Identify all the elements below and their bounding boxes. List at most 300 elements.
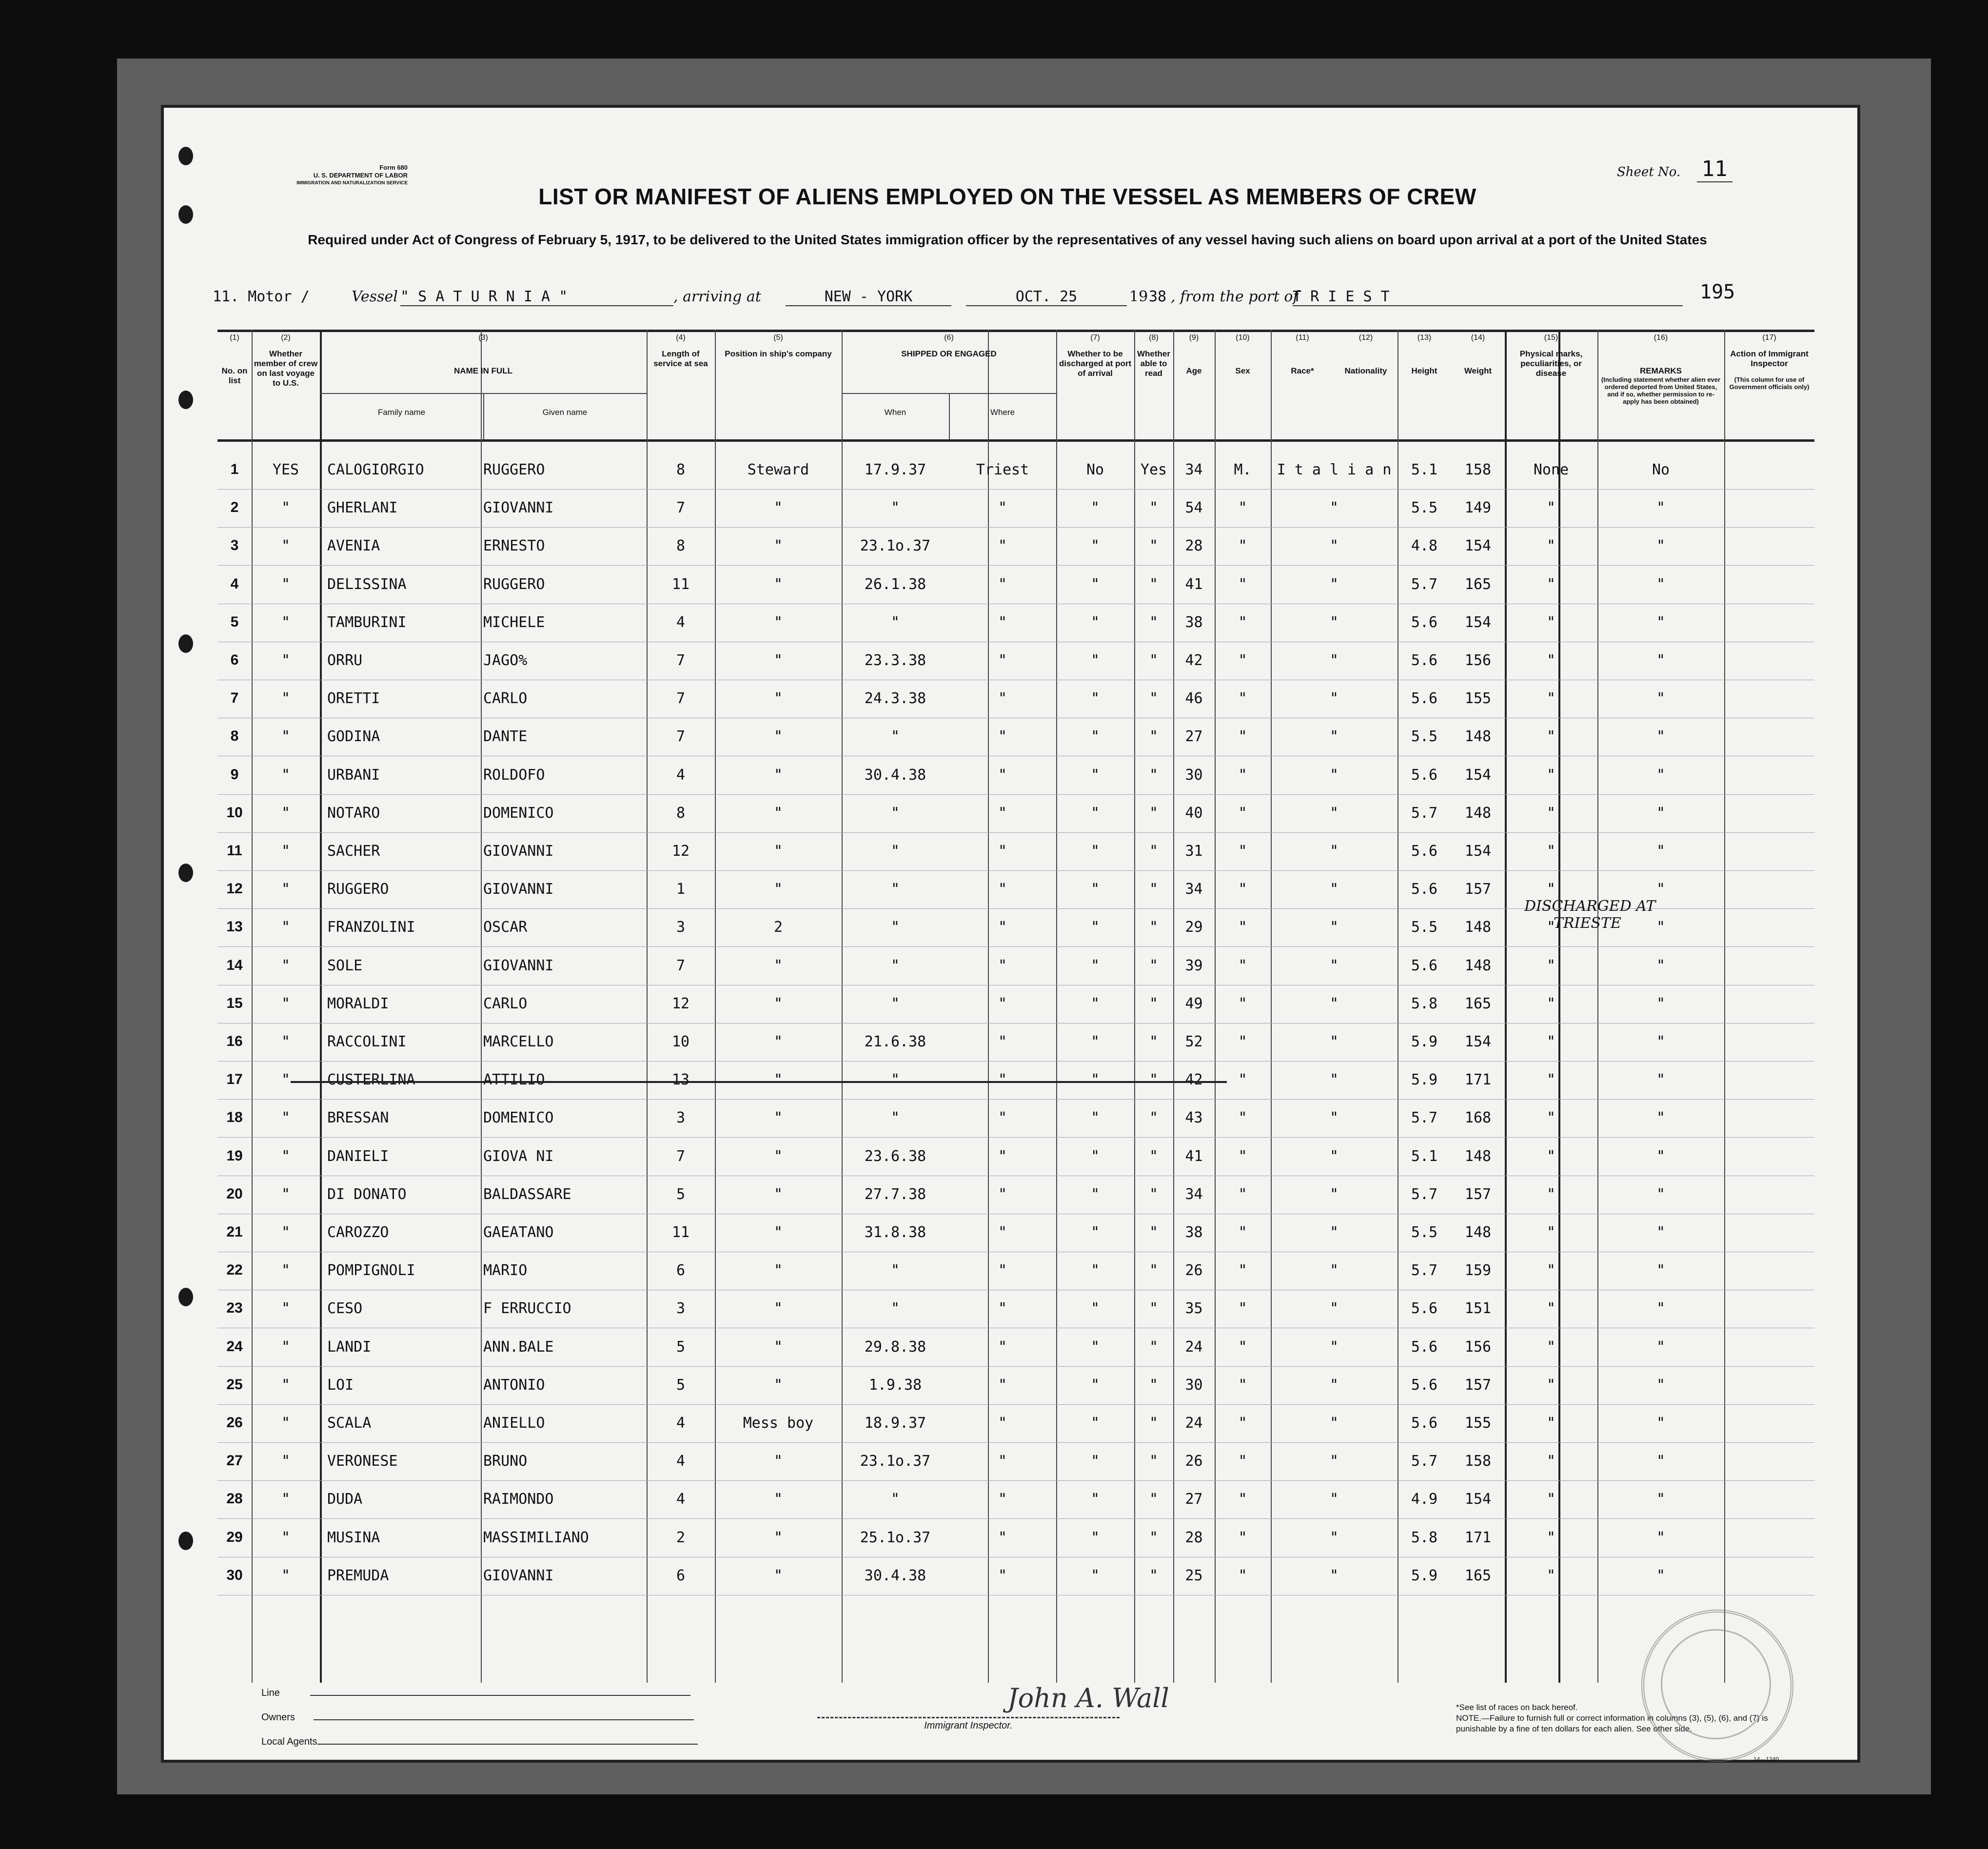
cell-pos: "	[773, 1491, 783, 1508]
cell-crew: "	[281, 1224, 291, 1241]
cell-dis: No	[1086, 461, 1104, 478]
cell-family: FRANZOLINI	[327, 919, 415, 936]
cell-crew: "	[281, 957, 291, 974]
arriving-label: , arriving at	[673, 288, 761, 305]
cell-dis: "	[1090, 843, 1100, 860]
official-stamp-inner	[1661, 1629, 1771, 1739]
cell-pos: "	[773, 1529, 783, 1546]
cell-when: "	[890, 499, 900, 517]
cell-when: 27.7.38	[864, 1185, 926, 1203]
cell-remarks: "	[1656, 1147, 1666, 1165]
cell-sex: M.	[1234, 461, 1252, 478]
cell-sex: "	[1238, 613, 1247, 631]
cell-family: CESO	[327, 1300, 363, 1318]
cell-read: "	[1149, 499, 1159, 517]
cell-sex: "	[1238, 1262, 1247, 1279]
cell-race: "	[1329, 575, 1339, 593]
column-header: Length of service at sea	[653, 349, 708, 368]
cell-age: 34	[1185, 1185, 1203, 1203]
cell-marks: "	[1546, 499, 1556, 517]
cell-when: 29.8.38	[864, 1338, 926, 1356]
table-row	[217, 680, 1814, 718]
punch-hole	[178, 634, 193, 653]
cell-dis: "	[1090, 957, 1100, 974]
cell-age: 46	[1185, 690, 1203, 708]
cell-given: RAIMONDO	[483, 1491, 554, 1508]
cell-crew: "	[281, 843, 291, 860]
vessel-name: " S A T U R N I A "	[400, 288, 673, 306]
column-header: Race*	[1291, 366, 1314, 375]
column-number: (16)	[1653, 334, 1668, 342]
cell-where: "	[998, 690, 1007, 708]
table-row	[217, 1405, 1814, 1443]
cell-when: 23.6.38	[864, 1147, 926, 1165]
table-row	[217, 795, 1814, 833]
cell-height: 5.6	[1411, 881, 1438, 898]
table-row	[217, 1176, 1814, 1214]
cell-pos: "	[773, 1109, 783, 1127]
cell-where: "	[998, 995, 1007, 1012]
cell-weight: 165	[1464, 995, 1492, 1012]
cell-read: "	[1149, 1567, 1159, 1584]
cell-given: GIOVANNI	[483, 881, 554, 898]
cell-family: NOTARO	[327, 804, 380, 822]
cell-sex: "	[1238, 843, 1247, 860]
cell-family: RACCOLINI	[327, 1033, 407, 1050]
cell-height: 5.6	[1411, 1376, 1438, 1394]
cell-marks: "	[1546, 1491, 1556, 1508]
cell-remarks: "	[1656, 613, 1666, 631]
cell-read: "	[1149, 1415, 1159, 1432]
cell-pos: "	[773, 1033, 783, 1050]
arrival-year: 38	[1149, 288, 1167, 305]
cell-family: CUSTERLINA	[327, 1071, 415, 1089]
cell-pos: "	[773, 766, 783, 784]
cell-crew: "	[281, 1300, 291, 1318]
cell-no: 17	[226, 1071, 243, 1088]
cell-crew: "	[281, 1529, 291, 1546]
cell-given: ANIELLO	[483, 1415, 545, 1432]
column-number: (13)	[1417, 334, 1432, 342]
column-header: Physical marks, peculiarities, or disease	[1519, 349, 1583, 378]
cell-family: SACHER	[327, 843, 380, 860]
handnote-line1: DISCHARGED AT	[1524, 898, 1656, 915]
column-number: (14)	[1471, 334, 1485, 342]
cell-race: "	[1329, 499, 1339, 517]
cell-age: 40	[1185, 804, 1203, 822]
cell-crew: "	[281, 1453, 291, 1470]
cell-no: 20	[226, 1185, 243, 1202]
cell-pos: "	[773, 1567, 783, 1584]
cell-remarks: "	[1656, 690, 1666, 708]
cell-where: "	[998, 575, 1007, 593]
cell-remarks: "	[1656, 575, 1666, 593]
cell-when: 31.8.38	[864, 1224, 926, 1241]
cell-height: 5.7	[1411, 575, 1438, 593]
cell-sex: "	[1238, 804, 1247, 822]
cell-weight: 156	[1464, 1338, 1492, 1356]
cell-given: DOMENICO	[483, 1109, 554, 1127]
cell-age: 38	[1185, 613, 1203, 631]
cell-pos: "	[773, 1147, 783, 1165]
cell-len: 8	[676, 461, 686, 478]
cell-read: "	[1149, 1300, 1159, 1318]
cell-given: ATTILIO	[483, 1071, 545, 1089]
cell-read: "	[1149, 1185, 1159, 1203]
cell-crew: "	[281, 613, 291, 631]
cell-no: 3	[230, 537, 239, 554]
cell-read: "	[1149, 881, 1159, 898]
table-row	[217, 1367, 1814, 1405]
cell-sex: "	[1238, 1415, 1247, 1432]
cell-given: GAEATANO	[483, 1224, 554, 1241]
column-number: (4)	[676, 334, 686, 342]
cell-when: "	[890, 995, 900, 1012]
column-number: (15)	[1544, 334, 1558, 342]
cell-len: 7	[676, 728, 686, 746]
cell-height: 5.6	[1411, 613, 1438, 631]
column-header: Sex	[1235, 366, 1250, 375]
cell-family: GHERLANI	[327, 499, 398, 517]
cell-when: "	[890, 804, 900, 822]
cell-remarks: "	[1656, 1376, 1666, 1394]
cell-given: GIOVANNI	[483, 843, 554, 860]
owners-label: Owners	[261, 1712, 295, 1723]
column-subheader: When	[884, 408, 906, 417]
cell-read: "	[1149, 1147, 1159, 1165]
column-number: (9)	[1189, 334, 1199, 342]
cell-where: "	[998, 1033, 1007, 1050]
cell-no: 5	[230, 613, 239, 630]
fine-note: NOTE.—Failure to furnish full or correct information in columns (3), (5), (6), and (7) is punishable by a fine of ten dollars for each alien. See other side.	[1456, 1713, 1768, 1733]
column-header: SHIPPED OR ENGAGED	[901, 349, 997, 358]
cell-len: 11	[671, 575, 690, 593]
column-subheader: Given name	[542, 408, 588, 417]
cell-read: "	[1149, 575, 1159, 593]
cell-where: "	[998, 1185, 1007, 1203]
cell-read: "	[1149, 1033, 1159, 1050]
cell-len: 12	[671, 843, 690, 860]
cell-marks: "	[1546, 690, 1556, 708]
cell-pos: 2	[773, 919, 783, 936]
cell-sex: "	[1238, 1147, 1247, 1165]
table-row	[217, 1557, 1814, 1595]
cell-height: 5.5	[1411, 499, 1438, 517]
cell-age: 42	[1185, 652, 1203, 669]
cell-race: I t a l i a n	[1277, 461, 1392, 478]
cell-given: CARLO	[483, 995, 528, 1012]
cell-height: 5.5	[1411, 919, 1438, 936]
column-number: (17)	[1762, 334, 1776, 342]
table-row	[217, 947, 1814, 985]
cell-given: MICHELE	[483, 613, 545, 631]
cell-len: 3	[676, 919, 686, 936]
cell-no: 9	[230, 766, 239, 783]
cell-crew: "	[281, 881, 291, 898]
cell-marks: "	[1546, 1529, 1556, 1546]
cell-remarks: "	[1656, 1071, 1666, 1089]
cell-where: "	[998, 881, 1007, 898]
cell-dis: "	[1090, 1491, 1100, 1508]
cell-len: 4	[676, 766, 686, 784]
cell-remarks: "	[1656, 843, 1666, 860]
cell-age: 52	[1185, 1033, 1203, 1050]
cell-given: BRUNO	[483, 1453, 528, 1470]
cell-race: "	[1329, 1033, 1339, 1050]
cell-where: "	[998, 1491, 1007, 1508]
cell-len: 10	[671, 1033, 690, 1050]
cell-crew: "	[281, 804, 291, 822]
table-row	[217, 1100, 1814, 1138]
voyage-line	[213, 288, 1822, 313]
cell-sex: "	[1238, 1109, 1247, 1127]
cell-when: "	[890, 613, 900, 631]
cell-weight: 158	[1464, 461, 1492, 478]
cell-marks: "	[1546, 766, 1556, 784]
column-header: Height	[1411, 366, 1437, 375]
cell-age: 35	[1185, 1300, 1203, 1318]
cell-no: 26	[226, 1415, 243, 1431]
cell-len: 8	[676, 804, 686, 822]
table-row	[217, 718, 1814, 756]
cell-where: "	[998, 1147, 1007, 1165]
cell-where: "	[998, 613, 1007, 631]
cell-when: 17.9.37	[864, 461, 926, 478]
cell-weight: 168	[1464, 1109, 1492, 1127]
cell-read: "	[1149, 919, 1159, 936]
cell-sex: "	[1238, 1567, 1247, 1584]
cell-family: LOI	[327, 1376, 354, 1394]
cell-marks: "	[1546, 1147, 1556, 1165]
cell-marks: "	[1546, 995, 1556, 1012]
cell-race: "	[1329, 1262, 1339, 1279]
cell-age: 43	[1185, 1109, 1203, 1127]
cell-pos: "	[773, 1453, 783, 1470]
cell-race: "	[1329, 1300, 1339, 1318]
cell-pos: "	[773, 995, 783, 1012]
cell-dis: "	[1090, 652, 1100, 669]
cell-marks: "	[1546, 1224, 1556, 1241]
table-row	[217, 1252, 1814, 1290]
cell-dis: "	[1090, 1376, 1100, 1394]
form-number: Form 680	[379, 164, 408, 171]
sheet-label: Sheet No.	[1617, 165, 1681, 179]
cell-given: DANTE	[483, 728, 528, 746]
cell-len: 5	[676, 1376, 686, 1394]
cell-dis: "	[1090, 1033, 1100, 1050]
cell-family: CAROZZO	[327, 1224, 389, 1241]
vessel-label: Vessel	[352, 288, 398, 305]
cell-pos: "	[773, 1376, 783, 1394]
cell-crew: "	[281, 728, 291, 746]
column-header: Whether to be discharged at port of arrival	[1059, 349, 1132, 378]
cell-race: "	[1329, 613, 1339, 631]
cell-height: 5.6	[1411, 1338, 1438, 1356]
cell-family: GODINA	[327, 728, 380, 746]
cell-sex: "	[1238, 919, 1247, 936]
cell-race: "	[1329, 1185, 1339, 1203]
cell-race: "	[1329, 843, 1339, 860]
cell-weight: 165	[1464, 575, 1492, 593]
cell-age: 41	[1185, 575, 1203, 593]
cell-where: "	[998, 1453, 1007, 1470]
cell-pos: "	[773, 690, 783, 708]
cell-no: 25	[226, 1376, 243, 1393]
cell-marks: "	[1546, 1071, 1556, 1089]
cell-sex: "	[1238, 1185, 1247, 1203]
cell-race: "	[1329, 1224, 1339, 1241]
cell-crew: "	[281, 1071, 291, 1089]
cell-race: "	[1329, 1491, 1339, 1508]
cell-where: "	[998, 1415, 1007, 1432]
punch-hole	[178, 864, 193, 882]
cell-read: "	[1149, 1491, 1159, 1508]
cell-when: "	[890, 1491, 900, 1508]
cell-marks: "	[1546, 1262, 1556, 1279]
cell-read: "	[1149, 728, 1159, 746]
cell-marks: "	[1546, 881, 1556, 898]
cell-no: 18	[226, 1109, 243, 1126]
cell-remarks: "	[1656, 1415, 1666, 1432]
cell-crew: "	[281, 1147, 291, 1165]
cell-dis: "	[1090, 613, 1100, 631]
cell-marks: "	[1546, 843, 1556, 860]
cell-len: 3	[676, 1300, 686, 1318]
cell-where: "	[998, 1529, 1007, 1546]
cell-when: 30.4.38	[864, 1567, 926, 1584]
cell-race: "	[1329, 1453, 1339, 1470]
cell-where: "	[998, 1109, 1007, 1127]
sheet-value: 11	[1697, 157, 1732, 182]
cell-age: 49	[1185, 995, 1203, 1012]
column-number: (11)	[1296, 334, 1309, 342]
cell-where: Triest	[976, 461, 1029, 478]
cell-when: 24.3.38	[864, 690, 926, 708]
table-row	[217, 452, 1814, 490]
cell-weight: 148	[1464, 1224, 1492, 1241]
cell-weight: 154	[1464, 1491, 1492, 1508]
punch-hole	[178, 1532, 193, 1550]
cell-len: 11	[671, 1224, 690, 1241]
cell-race: "	[1329, 1109, 1339, 1127]
cell-dis: "	[1090, 1147, 1100, 1165]
cell-len: 5	[676, 1185, 686, 1203]
cell-height: 5.6	[1411, 1300, 1438, 1318]
table-row	[217, 490, 1814, 528]
cell-remarks: "	[1656, 1109, 1666, 1127]
cell-sex: "	[1238, 957, 1247, 974]
vessel-type: 11. Motor /	[213, 288, 310, 305]
cell-given: OSCAR	[483, 919, 528, 936]
cell-remarks: "	[1656, 881, 1666, 898]
cell-read: "	[1149, 537, 1159, 555]
cell-given: CARLO	[483, 690, 528, 708]
cell-age: 28	[1185, 1529, 1203, 1546]
cell-len: 1	[676, 881, 686, 898]
cell-dis: "	[1090, 766, 1100, 784]
cell-read: "	[1149, 843, 1159, 860]
column-header: Age	[1186, 366, 1202, 375]
cell-crew: "	[281, 1338, 291, 1356]
cell-remarks: "	[1656, 537, 1666, 555]
cell-crew: "	[281, 995, 291, 1012]
cell-age: 29	[1185, 919, 1203, 936]
cell-sex: "	[1238, 995, 1247, 1012]
cell-remarks: "	[1656, 1491, 1666, 1508]
cell-marks: "	[1546, 652, 1556, 669]
cell-weight: 154	[1464, 766, 1492, 784]
cell-family: RUGGERO	[327, 881, 389, 898]
strike-through	[291, 1081, 1227, 1083]
table-row	[217, 1062, 1814, 1100]
departure-port: T R I E S T	[1293, 288, 1683, 306]
cell-remarks: No	[1652, 461, 1670, 478]
cell-age: 30	[1185, 766, 1203, 784]
cell-when: 26.1.38	[864, 575, 926, 593]
column-number: (1)	[230, 334, 239, 342]
cell-family: PREMUDA	[327, 1567, 389, 1584]
cell-len: 6	[676, 1567, 686, 1584]
cell-family: MUSINA	[327, 1529, 380, 1546]
cell-given: ROLDOFO	[483, 766, 545, 784]
cell-marks: "	[1546, 957, 1556, 974]
column-header: Weight	[1464, 366, 1492, 375]
cell-no: 1	[230, 461, 239, 477]
cell-given: ANN.BALE	[483, 1338, 554, 1356]
agents-label: Local Agents	[261, 1736, 317, 1747]
cell-no: 11	[227, 843, 242, 859]
cell-where: "	[998, 1071, 1007, 1089]
cell-age: 27	[1185, 728, 1203, 746]
cell-weight: 171	[1464, 1071, 1492, 1089]
cell-pos: "	[773, 1224, 783, 1241]
cell-len: 8	[676, 537, 686, 555]
cell-remarks: "	[1656, 766, 1666, 784]
cell-dis: "	[1090, 1415, 1100, 1432]
cell-height: 5.6	[1411, 957, 1438, 974]
cell-race: "	[1329, 652, 1339, 669]
cell-read: "	[1149, 613, 1159, 631]
cell-weight: 149	[1464, 499, 1492, 517]
column-header: No. on list	[221, 366, 248, 385]
cell-remarks: "	[1656, 1567, 1666, 1584]
cell-height: 5.9	[1411, 1071, 1438, 1089]
arrival-port: NEW - YORK	[786, 288, 951, 306]
cell-weight: 155	[1464, 1415, 1492, 1432]
cell-marks: "	[1546, 1033, 1556, 1050]
cell-where: "	[998, 1567, 1007, 1584]
cell-remarks: "	[1656, 1262, 1666, 1279]
cell-pos: "	[773, 613, 783, 631]
cell-given: F ERRUCCIO	[483, 1300, 571, 1318]
cell-marks: "	[1546, 537, 1556, 555]
cell-race: "	[1329, 1376, 1339, 1394]
cell-when: 23.3.38	[864, 652, 926, 669]
cell-pos: "	[773, 575, 783, 593]
cell-marks: "	[1546, 1300, 1556, 1318]
cell-sex: "	[1238, 499, 1247, 517]
cell-given: ANTONIO	[483, 1376, 545, 1394]
column-header: Action of Immigrant Inspector	[1730, 349, 1809, 368]
table-row	[217, 1023, 1814, 1062]
cell-read: "	[1149, 1224, 1159, 1241]
cell-crew: "	[281, 690, 291, 708]
cell-crew: "	[281, 1033, 291, 1050]
cell-crew: "	[281, 919, 291, 936]
cell-sex: "	[1238, 537, 1247, 555]
cell-dis: "	[1090, 1300, 1100, 1318]
cell-len: 2	[676, 1529, 686, 1546]
